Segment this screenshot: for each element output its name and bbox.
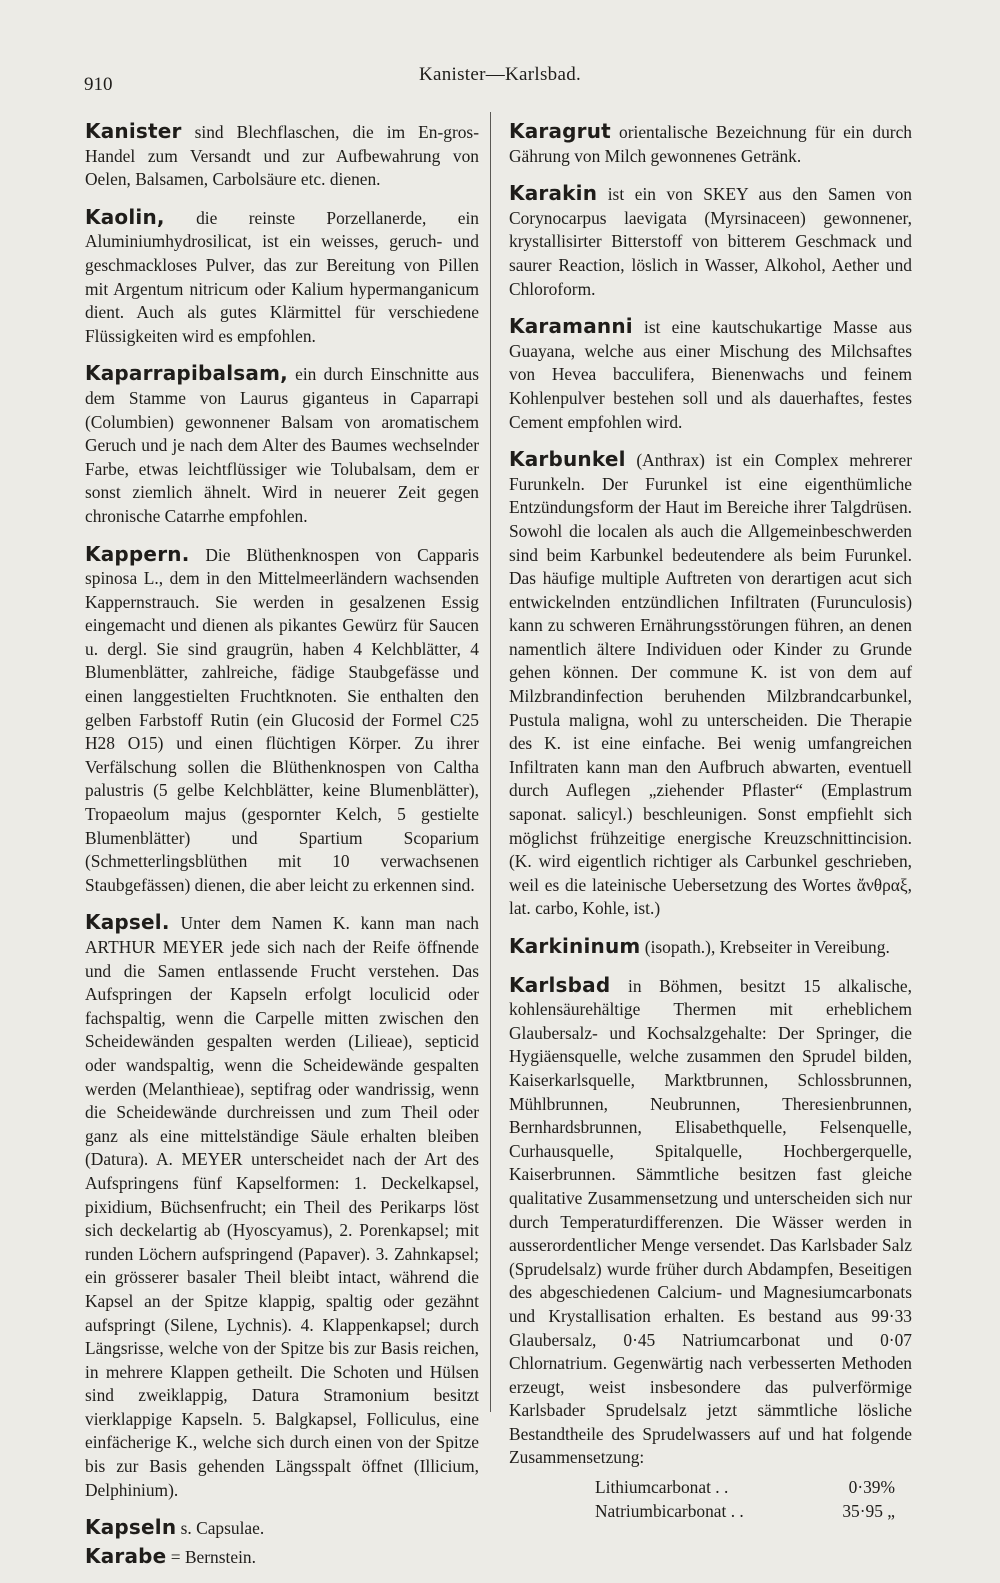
entry-kapseln bbox=[85, 1516, 479, 1541]
running-title: Kanister—Karlsbad. bbox=[418, 64, 582, 85]
entry-text: ist ein von SKEY aus den Samen von Corynocarpus laevigata (Myrsinaceen) gewonnener, krystallisirter Bitterstoff von bitterem Geschmack und saurer Reaction, löslich in Wasser, Alkohol, Aether und Chloroform. bbox=[509, 184, 912, 299]
table-row bbox=[595, 1500, 895, 1524]
table-cell-value: 35·95 „ bbox=[842, 1500, 895, 1521]
entry-kaolin bbox=[85, 206, 479, 349]
entry-text: Unter dem Namen K. kann man nach ARTHUR MEYER jede sich nach der Reife öffnende und die Samen entlassende Frucht verstehen. Das Aufspringen der Kapseln erfolgt loculicid oder fachspaltig, wenn die Carpelle mitten zwischen den Scheidewänden gespalten werden (Lilieae), septicid oder wandspaltig, wenn die Scheidewände gespalten werden (Melanthieae), septifrag oder wandrissig, wenn die Scheidewände durchreissen und zum Theil oder ganz als eine mittelständige Säule erhalten bleiben (Datura). A. MEYER unterscheidet nach der Art des Aufspringens fünf Kapselformen: 1. Deckelkapsel, pixidium, Büchsenfrucht; ein Theil des Perikarps löst sich deckelartig ab (Hyoscyamus), 2. Porenkapsel; mit runden Löchern aufspringend (Papaver). 3. Zahnkapsel; ein grösserer basaler Theil bleibt intact, während die Kapsel an der Spitze klappig, spaltig oder gezähnt aufspringt (Silene, Lychnis). 4. Klappenkapsel; durch Längsrisse, welche von der Spitze bis zur Basis reichen, in mehrere Klappen getheilt. Die Schoten und Hülsen sind zweiklappig, Datura Stramonium besitzt vierklappige Kapseln. 5. Balgkapsel, Folliculus, eine einfächerige K., welche sich durch einen von der Spitze bis zur Basis gehenden Längsspalt öffnet (Illicium, Delphinium). bbox=[85, 913, 479, 1500]
entry-keyword: Kaolin, bbox=[85, 204, 165, 229]
entry-karagrut bbox=[509, 120, 912, 168]
entry-keyword: Kaparrapibalsam, bbox=[85, 361, 288, 386]
entry-keyword: Karamanni bbox=[509, 314, 633, 339]
entry-keyword: Karkininum bbox=[509, 934, 641, 958]
table-cell-value: 0·39% bbox=[848, 1477, 895, 1498]
entry-text: s. Capsulae. bbox=[176, 1518, 265, 1539]
entry-keyword: Kappern. bbox=[85, 541, 190, 566]
entry-keyword: Karbunkel bbox=[509, 447, 626, 472]
right-column bbox=[509, 120, 912, 1537]
entry-text: (Anthrax) ist ein Complex mehrerer Furunkeln. Der Furunkel ist eine eigenthümliche Entzündungsform der Haut im Bereiche ihrer Talgdrüsen. Sowohl die localen als auch die Allgemeinbeschwerden sind beim Karbunkel bedeutendere als beim Furunkel. Das häufige multiple Auftreten von derartigen acut sich entwickelnden entzündlichen Infiltraten (Furunculosis) kann zu schweren Ernährungsstörungen führen, an denen namentlich ältere Individuen oder Kinder zu Grunde gehen können. Der commune K. ist von dem auf Milzbrandinfection beruhenden Milzbrandcarbunkel, Pustula maligna, wohl zu unterscheiden. Die Therapie des K. ist eine einfache. Bei wenig umfangreichen Infiltraten kann man den Aufbruch abwarten, eventuell durch Auflegen „ziehender Pflaster“ (Emplastrum saponat. salicyl.) beschleunigen. Sonst empfiehlt sich möglichst frühzeitige energische Kreuzschnittincision. (K. wird eigentlich richtiger als Carbunkel geschrieben, weil es die lateinische Uebersetzung des Wortes ἄνθραξ, lat. carbo, Kohle, ist.) bbox=[509, 450, 912, 919]
entry-karabe bbox=[85, 1545, 479, 1570]
column-divider bbox=[490, 112, 491, 1412]
page-number: 910 bbox=[84, 74, 113, 95]
entry-text: ist eine kautschukartige Masse aus Guayana, welche aus einer Mischung des Milchsaftes von Hevea bacculifera, Bienenwachs und feinem Kohlenpulver bestehen soll und als dauerhaftes, festes Cement empfohlen wird. bbox=[509, 317, 912, 432]
entry-text: Die Blüthenknospen von Capparis spinosa L., dem in den Mittelmeerländern wachsenden Kappernstrauch. Sie werden in gesalzenen Essig eingemacht und dienen als pikantes Gewürz für Saucen u. dergl. Sie sind graugrün, haben 4 Kelchblätter, 4 Blumenblätter, zahlreiche, fädige Staubgefässe und einen langgestielten Fruchtknoten. Sie enthalten den gelben Farbstoff Rutin (ein Glucosid der Formel C25 H28 O15) und einen flüchtigen Körper. Zu ihrer Verfälschung sollen die Blüthenknospen von Caltha palustris (5 gelbe Kelchblätter, keine Blumenblätter), Tropaeolum majus (gespornter Kelch, 5 gestielte Blumenblätter) und Spartium Scoparium (Schmetterlingsblüthen mit 10 verwachsenen Staubgefässen) dienen, die aber leicht zu erkennen sind. bbox=[85, 544, 479, 895]
entry-text: orientalische Bezeichnung für ein durch Gährung von Milch gewonnenes Getränk. bbox=[509, 122, 912, 166]
entry-text: sind Blechflaschen, die im En-gros-Handel zum Versandt und zur Aufbewahrung von Oelen, Balsamen, Carbolsäure etc. dienen. bbox=[85, 122, 479, 190]
left-column bbox=[85, 120, 479, 1583]
entry-kanister bbox=[85, 120, 479, 192]
entry-keyword: Kapseln bbox=[85, 1515, 177, 1540]
entry-karakin bbox=[509, 182, 912, 301]
entry-keyword: Karakin bbox=[509, 181, 598, 206]
entry-keyword: Karagrut bbox=[509, 119, 611, 143]
entry-keyword: Karabe bbox=[85, 1543, 167, 1568]
table-cell-name: Natriumbicarbonat . . bbox=[595, 1500, 744, 1521]
entry-karlsbad bbox=[509, 974, 912, 1524]
entry-kapsel bbox=[85, 911, 479, 1502]
entry-keyword: Karlsbad bbox=[509, 972, 611, 997]
entry-text: ein durch Einschnitte aus dem Stamme von Laurus giganteus in Caparrapi (Columbien) gewonnener Balsam von aromatischem Geruch und je nach dem Alter des Baumes wechselnder Farbe, etwas leichtflüssiger wie Tolubalsam, dem er sonst ziemlich ähnelt. Wird in neuerer Zeit gegen chronische Catarrhe empfohlen. bbox=[85, 364, 479, 526]
entry-karbunkel bbox=[509, 448, 912, 921]
entry-text: in Böhmen, besitzt 15 alkalische, kohlensäurehältige Thermen mit erheblichem Glaubersalz- und Kochsalzgehalte: Der Springer, die Hygiäensquelle, welche zusammen den Sprudel bilden, Kaiserkarlsquelle, Marktbrunnen, Schlossbrunnen, Mühlbrunnen, Neubrunnen, Theresienbrunnen, Bernhardsbrunnen, Elisabethquelle, Felsenquelle, Curhausquelle, Spitalquelle, Hochbergerquelle, Kaiserbrunnen. Sämmtliche besitzen fast gleiche qualitative Zusammensetzung und unterscheiden sich nur durch Temperaturdifferenzen. Die Wässer werden in ausserordentlicher Menge versendet. Das Karlsbader Salz (Sprudelsalz) wurde früher durch Abdampfen, Beseitigen des abgeschiedenen Calcium- und Magnesiumcarbonats und Krystallisation erhalten. Es bestand aus 99·33 Glaubersalz, 0·45 Natriumcarbonat und 0·07 Chlornatrium. Gegenwärtig nach verbesserten Methoden erzeugt, weist insbesondere das pulverförmige Karlsbader Sprudelsalz jetzt sämmtliche lösliche Bestandtheile des Sprudelwassers auf und hat folgende Zusammensetzung: bbox=[509, 975, 912, 1468]
composition-table bbox=[509, 1476, 912, 1523]
entry-text: die reinste Porzellanerde, ein Aluminiumhydrosilicat, ist ein weisses, geruch- und geschmackloses Pulver, das zur Bereitung von Pillen mit Argentum nitricum oder Kalium hypermanganicum dient. Auch als gutes Klärmittel für verschiedene Flüssigkeiten wird es empfohlen. bbox=[85, 207, 479, 346]
table-cell-name: Lithiumcarbonat . . bbox=[595, 1477, 729, 1498]
entry-text: = Bernstein. bbox=[166, 1546, 256, 1567]
entry-keyword: Kanister bbox=[85, 119, 182, 143]
entry-kappern bbox=[85, 543, 479, 898]
entry-karkininum bbox=[509, 935, 912, 960]
entry-keyword: Kapsel. bbox=[85, 910, 170, 935]
entry-text: (isopath.), Krebseiter in Vereibung. bbox=[640, 937, 890, 957]
entry-kaparrapibalsam bbox=[85, 362, 479, 528]
entry-karamanni bbox=[509, 315, 912, 434]
